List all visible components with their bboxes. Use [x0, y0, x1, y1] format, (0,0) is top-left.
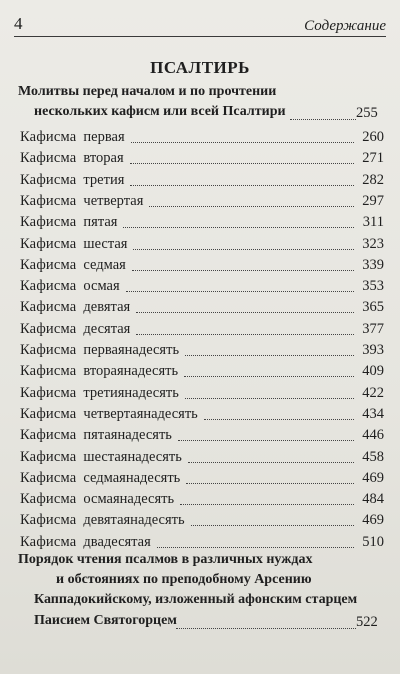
kathisma-word: Кафисма	[20, 512, 77, 529]
toc-page-number: 393	[362, 342, 384, 358]
toc-page-number: 434	[362, 405, 384, 422]
running-title: Содержание	[304, 18, 386, 34]
kathisma-label	[20, 427, 174, 444]
toc-page-number: 422	[362, 384, 384, 401]
kathisma-label	[20, 449, 184, 466]
toc-entry-kathisma[interactable]	[20, 511, 384, 531]
toc-page-number: 446	[362, 427, 384, 444]
toc-entry-kathisma[interactable]	[20, 192, 384, 212]
toc-entry-text-line: Порядок чтения псалмов в различных нуждах	[18, 552, 313, 567]
toc-page-number: 484	[362, 491, 384, 508]
kathisma-label	[20, 342, 181, 359]
leader-dots	[157, 546, 354, 548]
kathisma-ordinal: третия	[83, 171, 125, 188]
toc-page-number: 297	[362, 192, 384, 209]
kathisma-ordinal: третиянадесять	[83, 384, 179, 401]
kathisma-label	[20, 278, 122, 295]
kathisma-word: Кафисма	[20, 384, 77, 401]
kathisma-word: Кафисма	[20, 278, 77, 295]
toc-entry-kathisma[interactable]	[20, 235, 384, 255]
leader-dots	[184, 375, 354, 377]
kathisma-label	[20, 512, 187, 529]
leader-dots	[126, 290, 354, 292]
kathisma-ordinal: десятая	[83, 320, 131, 337]
toc-page-number: 365	[362, 299, 384, 316]
toc-entry-prayers[interactable]	[0, 84, 400, 128]
toc-entry-kathisma[interactable]	[20, 448, 384, 468]
toc-entry-kathisma[interactable]	[20, 149, 384, 169]
toc-page-number: 255	[356, 105, 378, 121]
kathisma-ordinal: шестая	[83, 235, 128, 252]
kathisma-ordinal: перваянадесять	[83, 342, 180, 358]
kathisma-ordinal: четвертаянадесять	[83, 405, 198, 422]
toc-page-number: 510	[362, 533, 384, 550]
toc-entry-kathisma[interactable]	[20, 362, 384, 382]
kathisma-ordinal: первая	[83, 129, 125, 145]
kathisma-word: Кафисма	[20, 448, 77, 465]
leader-dots	[136, 311, 354, 313]
kathisma-ordinal: четвертая	[83, 192, 144, 209]
leader-dots	[123, 226, 354, 228]
leader-dots	[131, 141, 354, 143]
toc-entry-kathisma[interactable]	[20, 533, 384, 553]
kathisma-word: Кафисма	[20, 342, 77, 358]
toc-page-number: 323	[362, 235, 384, 252]
kathisma-ordinal: осмая	[83, 278, 120, 295]
toc-page-number: 522	[356, 614, 378, 630]
kathisma-label	[20, 385, 181, 402]
toc-page-number: 458	[362, 448, 384, 465]
kathisma-word: Кафисма	[20, 363, 77, 380]
leader-dots	[188, 461, 354, 463]
kathisma-label	[20, 257, 128, 274]
kathisma-ordinal: девятая	[83, 299, 131, 316]
kathisma-ordinal: седмаянадесять	[83, 469, 181, 486]
leader-dots	[186, 482, 354, 484]
kathisma-word: Кафисма	[20, 235, 77, 252]
toc-page-number: 377	[362, 320, 384, 337]
page-number: 4	[14, 14, 23, 33]
kathisma-label	[20, 150, 126, 167]
leader-dots	[149, 205, 354, 207]
leader-dots	[191, 524, 354, 526]
leader-dots	[176, 627, 356, 629]
toc-entry-kathisma[interactable]	[20, 256, 384, 276]
toc-page-number: 311	[362, 214, 384, 231]
toc-entry-text-line: Паисием Святогорцем	[34, 613, 177, 628]
toc-entry-text-line: и обстояниях по преподобному Арсению	[56, 572, 312, 587]
kathisma-word: Кафисма	[20, 192, 77, 209]
toc-page-number: 409	[362, 363, 384, 380]
toc-entry-kathisma[interactable]	[20, 171, 384, 191]
leader-dots	[133, 248, 354, 250]
kathisma-ordinal: вторая	[83, 150, 124, 167]
kathisma-label	[20, 363, 180, 380]
leader-dots	[290, 118, 356, 120]
kathisma-label	[20, 299, 132, 316]
kathisma-label	[20, 193, 145, 210]
leader-dots	[178, 439, 354, 441]
section-title: ПСАЛТИРЬ	[150, 58, 250, 77]
kathisma-word: Кафисма	[20, 405, 77, 422]
kathisma-ordinal: седмая	[83, 256, 126, 273]
kathisma-ordinal: пятая	[83, 214, 118, 231]
kathisma-label	[20, 534, 153, 551]
toc-page-number: 282	[362, 171, 384, 188]
kathisma-label	[20, 321, 132, 338]
toc-entry-kathisma[interactable]	[20, 298, 384, 318]
toc-page-number: 353	[362, 278, 384, 295]
kathisma-word: Кафисма	[20, 256, 77, 273]
leader-dots	[130, 162, 354, 164]
kathisma-label	[20, 406, 200, 423]
leader-dots	[130, 184, 354, 186]
kathisma-word: Кафисма	[20, 299, 77, 316]
toc-entry-order-of-reading[interactable]	[0, 552, 400, 638]
kathisma-ordinal: осмаянадесять	[83, 491, 175, 508]
kathisma-ordinal: втораянадесять	[83, 363, 179, 380]
leader-dots	[180, 503, 354, 505]
toc-entry-kathisma[interactable]	[20, 320, 384, 340]
kathisma-word: Кафисма	[20, 129, 77, 145]
toc-entry-kathisma[interactable]	[20, 426, 384, 446]
toc-entry-kathisma[interactable]	[20, 128, 384, 148]
toc-page-number: 339	[362, 256, 384, 273]
kathisma-label	[20, 172, 126, 189]
kathisma-label	[20, 129, 127, 146]
leader-dots	[136, 333, 354, 335]
kathisma-word: Кафисма	[20, 491, 77, 508]
kathisma-word: Кафисма	[20, 320, 77, 337]
kathisma-label	[20, 491, 176, 508]
toc-page-number: 260	[362, 129, 384, 145]
toc-entry-kathisma[interactable]	[20, 213, 384, 233]
toc-entry-text-line: Каппадокийскому, изложенный афонским старцем	[34, 592, 358, 607]
kathisma-word: Кафисма	[20, 214, 77, 231]
kathisma-word: Кафисма	[20, 533, 77, 550]
toc-entry-kathisma[interactable]	[20, 277, 384, 297]
kathisma-label	[20, 236, 129, 253]
page-header	[14, 10, 386, 37]
toc-page-number: 271	[362, 150, 384, 167]
toc-entry-kathisma[interactable]	[20, 341, 384, 361]
toc-entry-kathisma[interactable]	[20, 405, 384, 425]
toc-entry-kathisma[interactable]	[20, 469, 384, 489]
kathisma-ordinal: девятаянадесять	[83, 512, 185, 529]
toc-page-number: 469	[362, 469, 384, 486]
leader-dots	[204, 418, 354, 420]
toc-entry-kathisma[interactable]	[20, 490, 384, 510]
toc-entry-kathisma[interactable]	[20, 384, 384, 404]
kathisma-word: Кафисма	[20, 469, 77, 486]
leader-dots	[185, 397, 354, 399]
toc-page-number: 469	[362, 512, 384, 529]
toc-entry-text-line: нескольких кафисм или всей Псалтири	[34, 104, 286, 119]
leader-dots	[132, 269, 354, 271]
kathisma-word: Кафисма	[20, 171, 77, 188]
kathisma-word: Кафисма	[20, 150, 77, 167]
kathisma-word: Кафисма	[20, 427, 77, 444]
kathisma-label	[20, 214, 119, 231]
kathisma-label	[20, 470, 182, 487]
kathisma-ordinal: шестаянадесять	[83, 448, 182, 465]
toc-entry-text-line: Молитвы перед началом и по прочтении	[18, 84, 277, 99]
kathisma-ordinal: двадесятая	[83, 533, 151, 550]
kathisma-ordinal: пятаянадесять	[83, 427, 172, 444]
leader-dots	[185, 354, 354, 356]
